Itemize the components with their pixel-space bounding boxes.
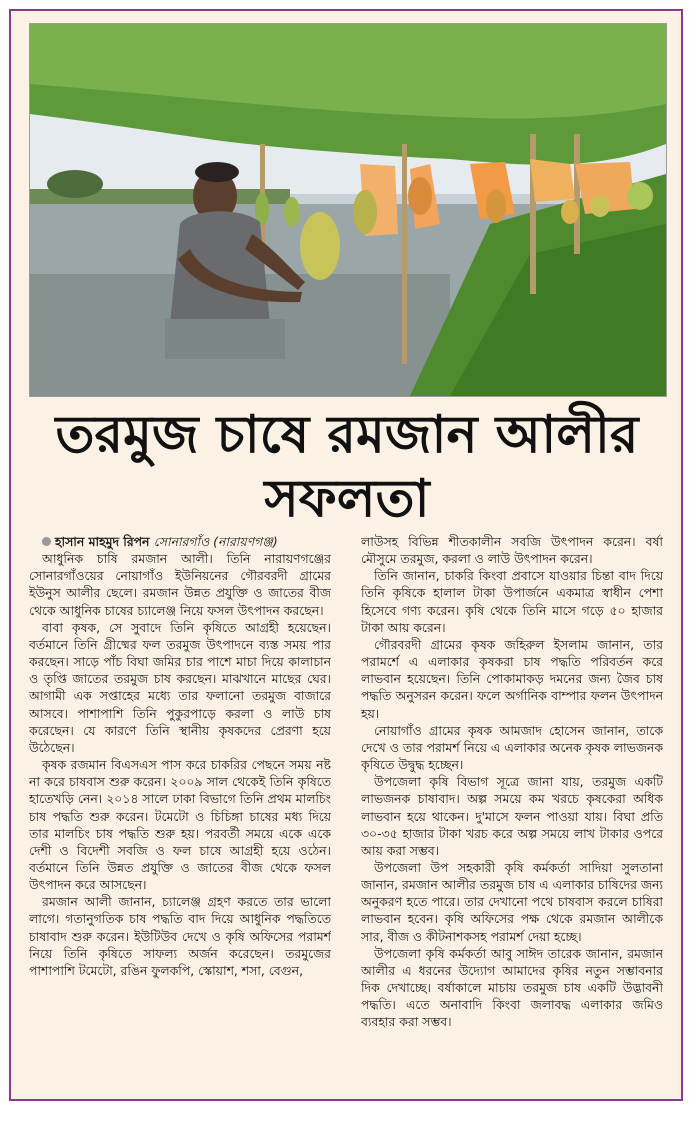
article-photo: [29, 23, 667, 397]
article-column-left: [29, 533, 331, 1095]
newspaper-clipping: [9, 9, 683, 1101]
article-paragraph: উপজেলা কৃষি বিভাগ সূত্রে জানা যায়, তরমুজ একটি লাভজনক চাষাবাদ। অল্প সময়ে কম খরচে কৃষকেরা অধিক লাভবান হয়ে থাকেন। দু'মাসে ফলন পাওয়া যায়। বিঘা প্রতি ৩০-৩৫ হাজার টাকা খরচ করে অল্প সময়ে লাখ টাকার ওপরে আয় করা সম্ভব।: [361, 774, 663, 858]
article-paragraph: উপজেলা উপ সহকারী কৃষি কর্মকর্তা সাদিয়া সুলতানা জানান, রমজান আলীর তরমুজ চাষ এ এলাকার চাষিদের জন্য অনুকরণ হতে পারে। তার দেখানো পথে চাষবাস করলে চাষিরা লাভবান হবেন। কৃষি অফিসের পক্ষ থেকে রমজান আলীকে সার, বীজ ও কীটনাশকসহ পরামর্শ দেয়া হচ্ছে।: [361, 859, 663, 944]
byline-location: সোনারগাঁও (নারায়ণগঞ্জ): [153, 534, 278, 549]
article-paragraph: তিনি জানান, চাকরি কিংবা প্রবাসে যাওয়ার চিন্তা বাদ দিয়ে তিনি কৃষিকে হালাল টাকা উপার্জনে একমাত্র স্বাধীন পেশা হিসেবে গণ্য করেন। কৃষি থেকে তিনি মাসে গড়ে ৫০ হাজার টাকা আয় করেন।: [361, 568, 663, 635]
article-headline: তরমুজ চাষে রমজান আলীর সফলতা: [55, 405, 639, 529]
photo-farmer-watermelon-trellis: [30, 24, 666, 396]
article-column-right: [361, 533, 663, 1095]
article-paragraph: উপজেলা কৃষি কর্মকর্তা আবু সাঈদ তারেক জানান, রমজান আলীর এ ধরনের উদ্যোগ আমাদের কৃষির নতুন সম্ভাবনার দিক দেখাচ্ছে। বর্ষাকালে মাচায় তরমুজ চাষ একটি উদ্ভাবনী পদ্ধতি। এতে অনাবাদি কিংবা জলাবদ্ধ এলাকার জমিও ব্যবহার করা সম্ভব।: [361, 945, 663, 1030]
article-paragraph: নোয়াগাঁও গ্রামের কৃষক আমজাদ হোসেন জানান, তাকে দেখে ও তার পরামর্শ নিয়ে এ এলাকার অনেক কৃষক লাভজনক কৃষিতে উদ্বুদ্ধ হচ্ছেন।: [361, 722, 663, 773]
article-paragraph-continued: লাউসহ বিভিন্ন শীতকালীন সবজি উৎপাদন করেন। বর্ষা মৌসুমে তরমুজ, করলা ও লাউ উৎপাদন করেন।: [361, 534, 663, 567]
article-paragraph: রমজান আলী জানান, চ্যালেঞ্জ গ্রহণ করতে তার ভালো লাগে। গতানুগতিক চাষ পদ্ধতি বাদ দিয়ে আধুনিক পদ্ধতিতে চাষাবাদ শুরু করেন। ইউটিউব দেখে ও কৃষি অফিসের পরামর্শ নিয়ে তিনি কৃষিতে সাফল্য অর্জন করেছেন। তরমুজের পাশাপাশি টমেটো, রঙিন ফুলকপি, স্কোয়াশ, শসা, বেগুন,: [29, 894, 331, 978]
article-paragraph: আধুনিক চাষি রমজান আলী। তিনি নারায়ণগঞ্জের সোনারগাঁওয়ের নোয়াগাঁও ইউনিয়নের গৌরবরদী গ্রামের ইউনুস আলীর ছেলে। রমজান উন্নত প্রযুক্তি ও জাতের বীজ থেকে আধুনিক চাষের চ্যালেঞ্জ নিয়ে ফসল উৎপাদন করছেন।: [29, 551, 331, 618]
article-paragraph: গৌরবরদী গ্রামের কৃষক জহিরুল ইসলাম জানান, তার পরামর্শে এ এলাকার কৃষকরা চাষ পদ্ধতি পরিবর্তন করে লাভবান হয়েছেন। তিনি পোকামাকড় দমনের জন্য জৈব চাষ পদ্ধতি অনুসরন করেন। ফলে অর্গানিক বাম্পার ফলন উৎপাদন হয়।: [361, 636, 663, 721]
byline: [29, 533, 331, 550]
article-paragraph: কৃষক রজমান বিএসএস পাস করে চাকরির পেছনে সময় নষ্ট না করে চাষবাস শুরু করেন। ২০০৯ সাল থেকেই তিনি কৃষিতে হাতেখড়ি নেন। ২০১৪ সালে ঢাকা বিভাগে তিনি প্রথম মালচিং চাষ পদ্ধতি শুরু করেন। টমেটো ও চিচিঙ্গা চাষের মধ্য দিয়ে তার মালচিং চাষ পদ্ধতি শুরু হয়। পরবর্তী সময়ে একে একে দেশী ও বিদেশী সবজি ও ফল চাষে আগ্রহী হয়ে ওঠেন। বর্তমানে তিনি উন্নত প্রযুক্তি ও জাতের বীজ থেকে ফসল উৎপাদন করে আসছেন।: [29, 757, 331, 893]
bullet-dot-icon: [42, 537, 51, 546]
article-paragraph: বাবা কৃষক, সে সুবাদে তিনি কৃষিতে আগ্রহী হয়েছেন। বর্তমানে তিনি গ্রীষ্মের ফল তরমুজ উৎপাদনে ব্যস্ত সময় পার করছেন। সাড়ে পাঁচ বিঘা জমির চার পাশে মাচা দিয়ে কালাচান ও তৃপ্তি জাতের তরমুজ চাষ করছেন। মাঝখানে মাছের ঘের। আগামী এক সপ্তাহের মধ্যে তার ফলানো তরমুজ বাজারে আসবে। পাশাপাশি তিনি পুকুরপাড়ে করলা ও লাউ চাষ করেছেন। যে কারণে তিনি স্থানীয় কৃষকদের প্রেরণা হয়ে উঠেছেন।: [29, 619, 331, 755]
byline-author: হাসান মাহমুদ রিপন: [55, 534, 150, 549]
